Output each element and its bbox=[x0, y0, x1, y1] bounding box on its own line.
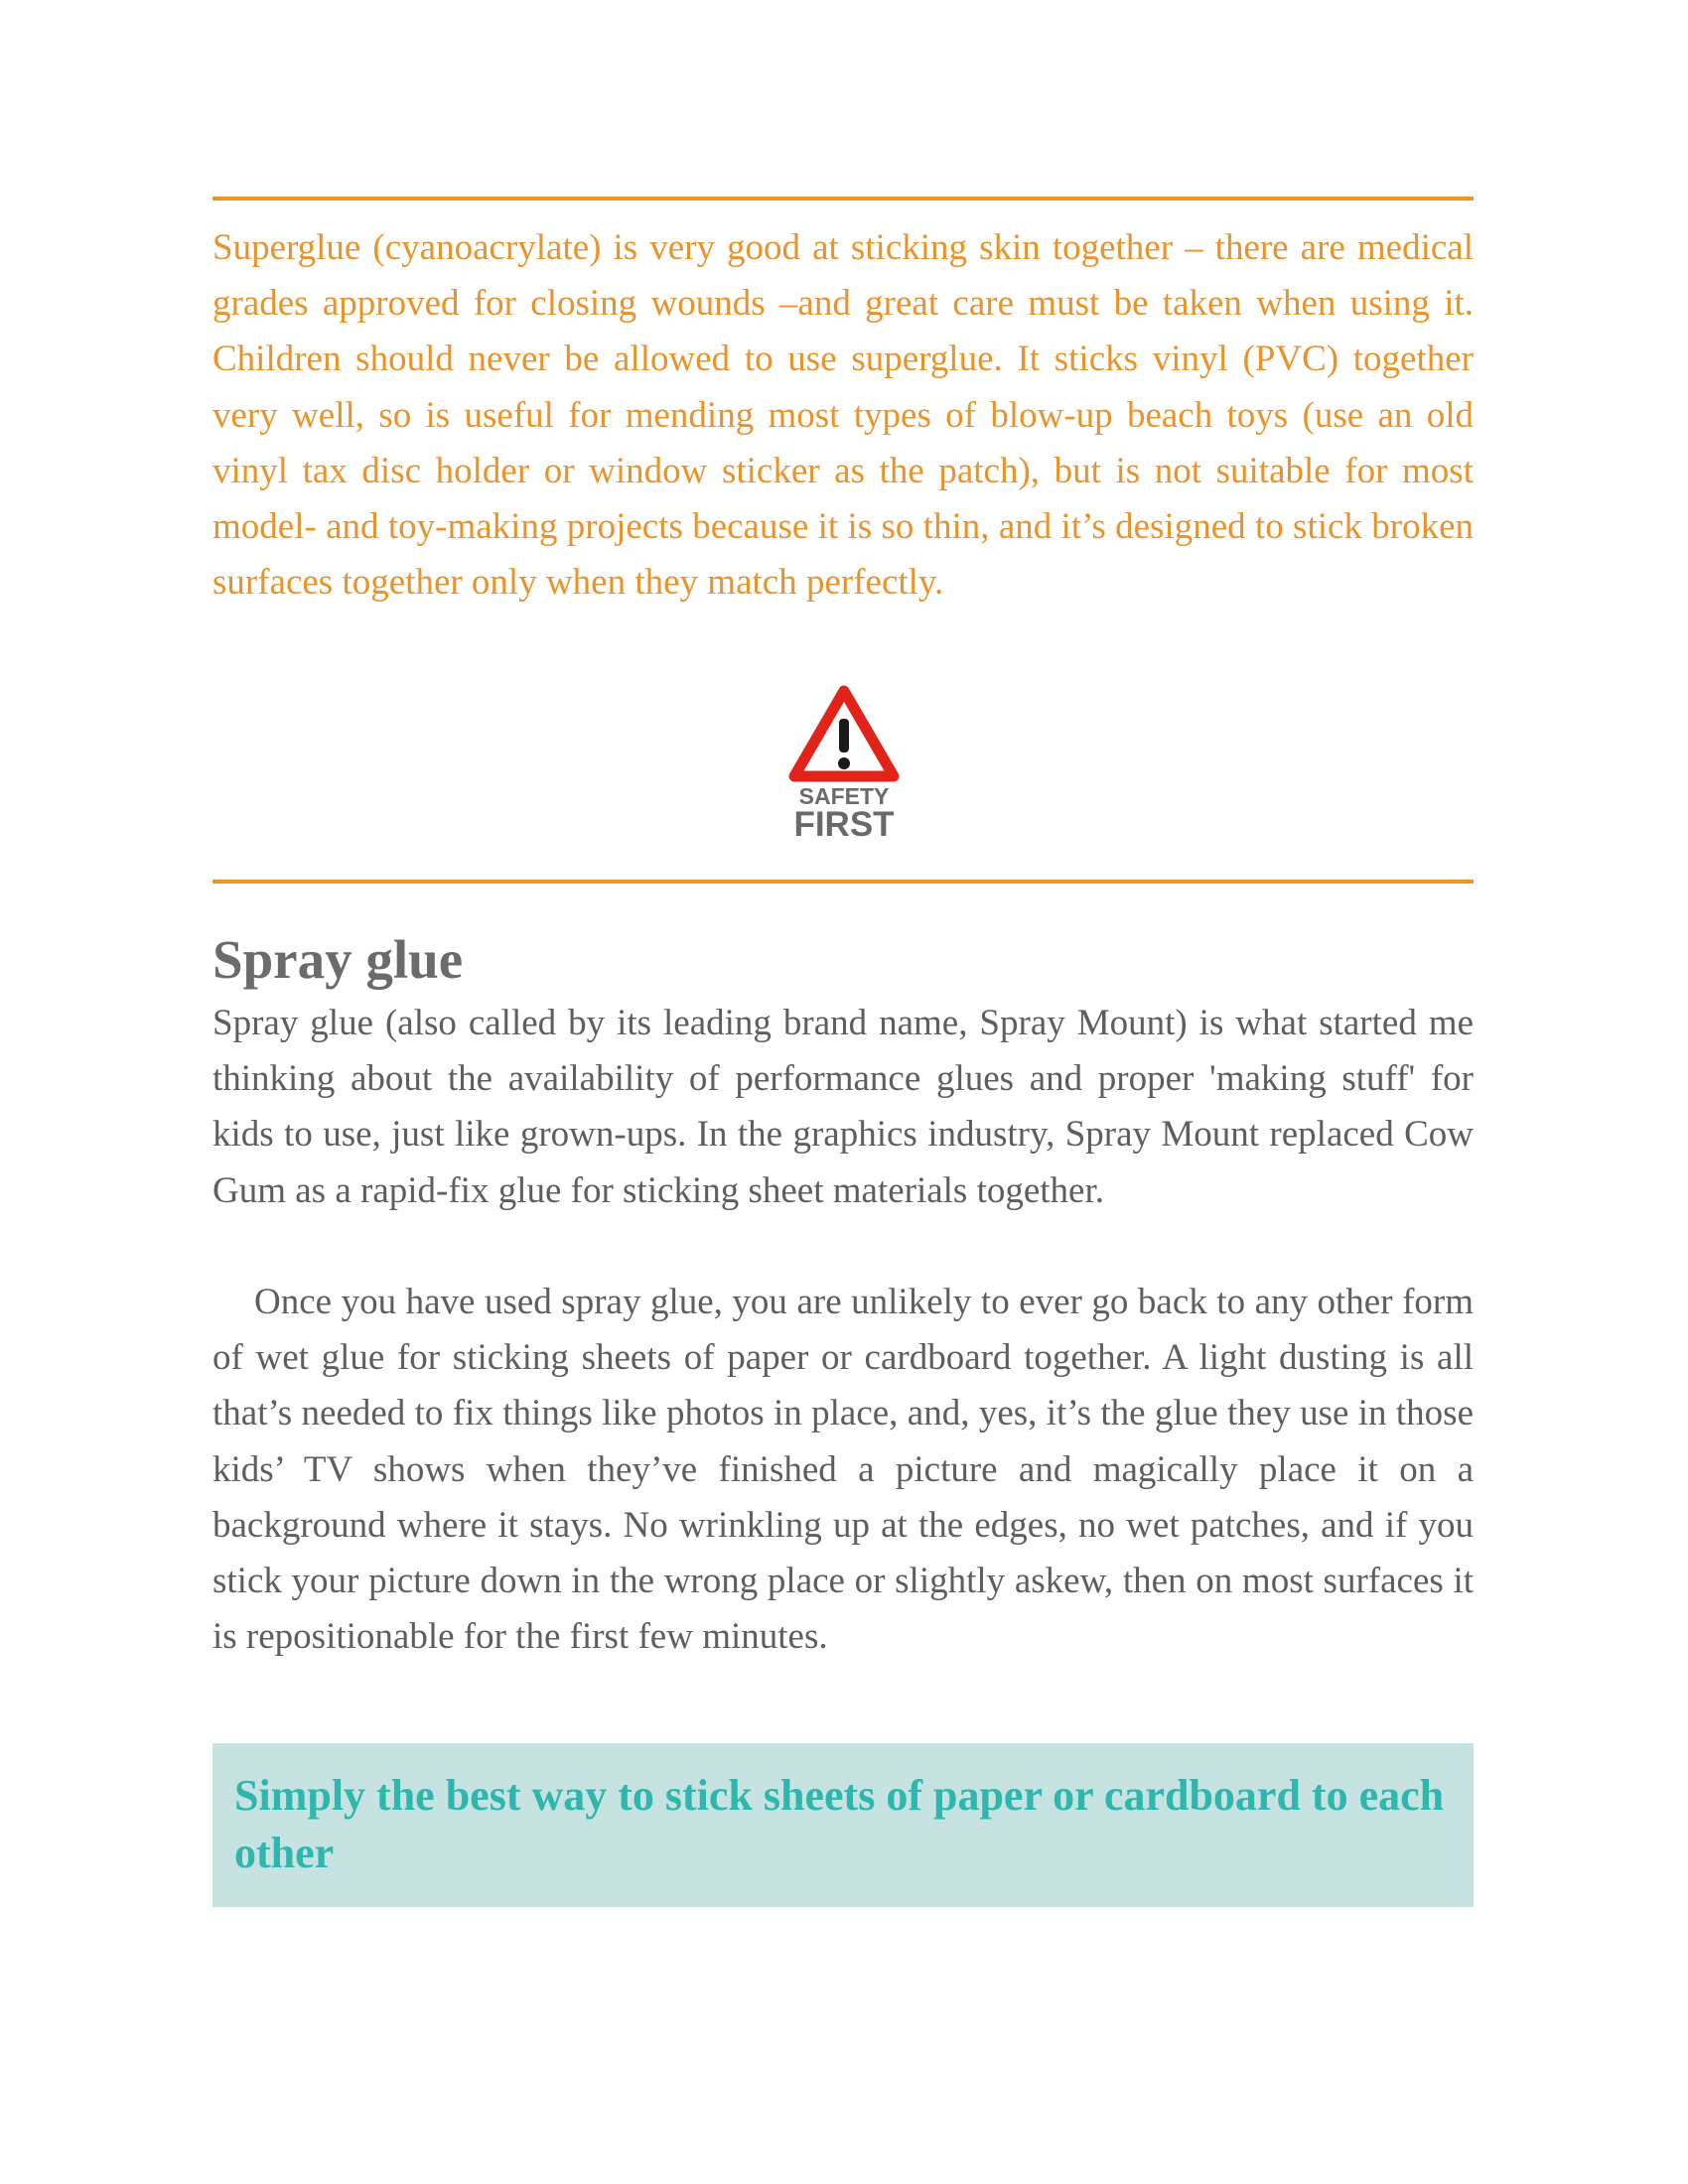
warning-bottom-rule bbox=[212, 880, 1474, 884]
safety-logo-line1: SAFETY bbox=[798, 783, 890, 809]
safety-logo-line2: FIRST bbox=[793, 805, 895, 844]
tip-callout-box bbox=[212, 1743, 1474, 1907]
tip-callout-text: Simply the best way to stick sheets of paper or cardboard to each other bbox=[234, 1771, 1445, 1877]
warning-top-rule bbox=[212, 197, 1474, 201]
safety-first-logo bbox=[788, 685, 900, 852]
section-heading: Spray glue bbox=[212, 929, 464, 990]
body-paragraph-2: Once you have used spray glue, you are unlikely to ever go back to any other form of wet glue for sticking sheets of paper or cardboard together. A light dusting is all that’s needed to fix things like photos in place, and, yes, it’s the glue they use in those kids’ TV shows when they’ve finished a picture and magically place it on a background where it stays. No wrinkling up at the edges, no wet patches, and if you stick your picture down in the wrong place or slightly askew, then on most surfaces it is repositionable for the first few minutes. bbox=[212, 1282, 1474, 1658]
warning-triangle-icon bbox=[788, 685, 900, 784]
body-paragraph-1: Spray glue (also called by its leading brand name, Spray Mount) is what started me thinking about the availability of performance glues and proper 'making stuff' for kids to use, just like grown-ups. In the graphics industry, Spray Mount replaced Cow Gum as a rapid-fix glue for sticking sheet materials together. bbox=[212, 1003, 1474, 1211]
safety-warning-text: Superglue (cyanoacrylate) is very good at sticking skin together – there are medical grades approved for closing wounds –and great care must be taken when using it. Children should never be allowed to use superglue. It sticks vinyl (PVC) together very well, so is useful for mending most types of blow-up beach toys (use an old vinyl tax disc holder or window sticker as the patch), but is not suitable for most model- and toy-making projects because it is so thin, and it’s designed to stick broken surfaces together only when they match perfectly. bbox=[212, 227, 1474, 604]
